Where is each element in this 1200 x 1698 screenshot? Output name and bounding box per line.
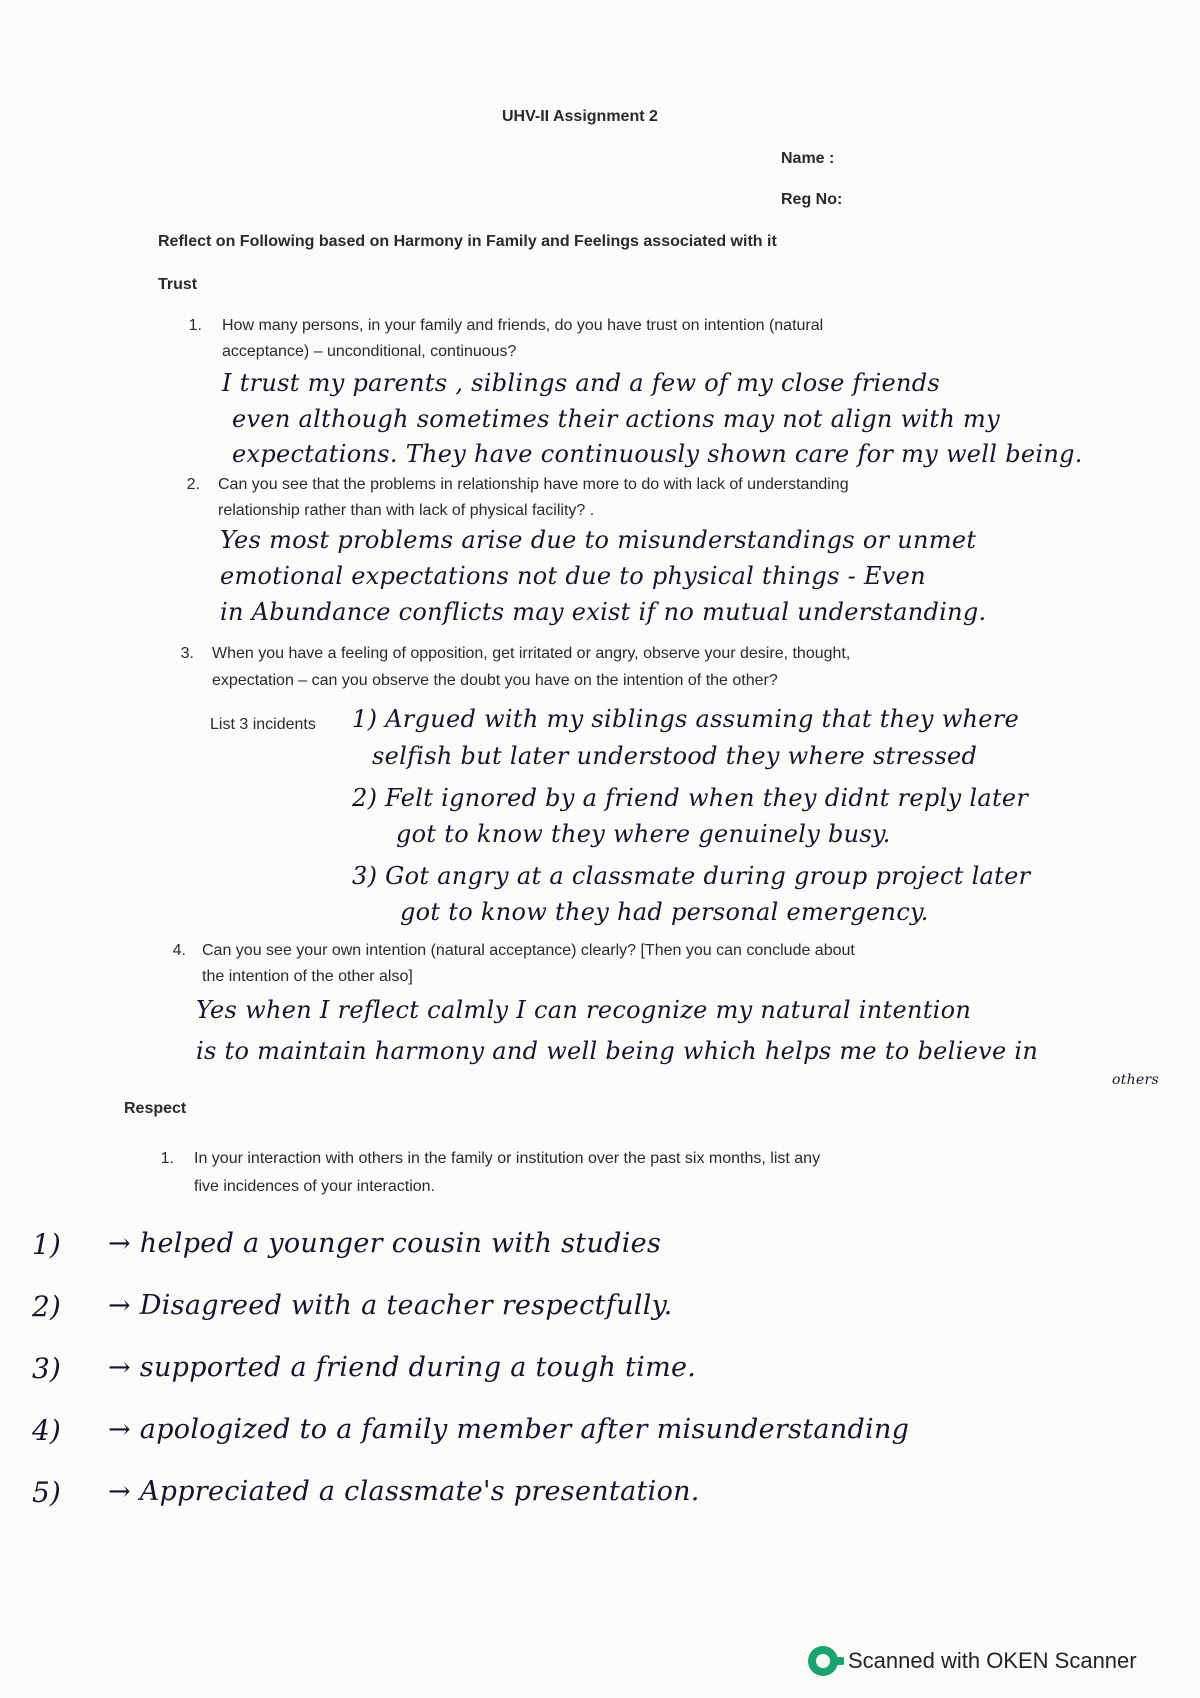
- incident-1-line1: 1) Argued with my siblings assuming that they where: [352, 705, 1020, 733]
- name-label: Name :: [781, 150, 835, 167]
- trust-q3-number: 3.: [180, 645, 194, 662]
- trust-q4-line1: Can you see your own intention (natural acceptance) clearly? [Then you can conclude about: [202, 942, 855, 959]
- respect-item-1-text: → helped a younger cousin with studies: [108, 1228, 662, 1259]
- trust-q2-answer-line2: emotional expectations not due to physical things - Even: [220, 562, 926, 590]
- trust-q2-number: 2.: [186, 476, 200, 493]
- incident-2-line2: got to know they where genuinely busy.: [396, 820, 891, 848]
- respect-q1-line2: five incidences of your interaction.: [194, 1178, 436, 1195]
- scanner-text: Scanned with OKEN Scanner: [848, 1648, 1137, 1673]
- trust-q1-line1: How many persons, in your family and friends, do you have trust on intention (natural: [222, 317, 824, 334]
- trust-q1-number: 1.: [188, 317, 202, 334]
- list-incidents-label: List 3 incidents: [210, 716, 316, 733]
- intro-heading: Reflect on Following based on Harmony in Family and Feelings associated with it: [158, 233, 777, 250]
- trust-q2-line1: Can you see that the problems in relationship have more to do with lack of understanding: [218, 476, 849, 493]
- respect-item-5-text: → Appreciated a classmate's presentation.: [108, 1476, 700, 1507]
- respect-item-2-number: 2): [32, 1290, 61, 1323]
- trust-q1-line2: acceptance) – unconditional, continuous?: [222, 343, 517, 360]
- trust-q4-line2: the intention of the other also]: [202, 968, 413, 985]
- respect-item-2-text: → Disagreed with a teacher respectfully.: [108, 1290, 673, 1321]
- scanner-logo-icon: [808, 1646, 838, 1676]
- respect-item-3-number: 3): [32, 1352, 61, 1385]
- reg-no-label: Reg No:: [781, 191, 843, 208]
- trust-q4-answer-line1: Yes when I reflect calmly I can recognize my natural intention: [196, 996, 972, 1024]
- trust-q1-answer-line2: even although sometimes their actions may not align with my: [232, 405, 1000, 433]
- trust-q4-answer-tail: others: [1112, 1072, 1160, 1088]
- trust-q4-number: 4.: [172, 942, 186, 959]
- incident-1-line2: selfish but later understood they where stressed: [372, 742, 978, 770]
- trust-q2-answer-line3: in Abundance conflicts may exist if no mutual understanding.: [220, 598, 987, 626]
- trust-q3-line1: When you have a feeling of opposition, get irritated or angry, observe your desire, thought,: [212, 645, 851, 662]
- trust-q2-line2: relationship rather than with lack of physical facility? .: [218, 502, 595, 519]
- incident-3-line1: 3) Got angry at a classmate during group project later: [352, 862, 1031, 890]
- respect-q1-number: 1.: [160, 1150, 174, 1167]
- respect-item-5-number: 5): [32, 1476, 61, 1509]
- scanner-watermark: [808, 1646, 1137, 1676]
- document-title: UHV-II Assignment 2: [502, 108, 658, 125]
- respect-item-4-number: 4): [32, 1414, 61, 1447]
- respect-heading: Respect: [124, 1100, 187, 1117]
- trust-q3-line2: expectation – can you observe the doubt you have on the intention of the other?: [212, 672, 778, 689]
- incident-2-line1: 2) Felt ignored by a friend when they didnt reply later: [352, 784, 1029, 812]
- respect-q1-line1: In your interaction with others in the family or institution over the past six months, list any: [194, 1150, 821, 1167]
- trust-q2-answer-line1: Yes most problems arise due to misunderstandings or unmet: [220, 526, 977, 554]
- incident-3-line2: got to know they had personal emergency.: [400, 898, 929, 926]
- trust-q1-answer-line3: expectations. They have continuously shown care for my well being.: [232, 440, 1083, 468]
- respect-item-3-text: → supported a friend during a tough time.: [108, 1352, 697, 1383]
- respect-item-4-text: → apologized to a family member after misunderstanding: [108, 1414, 910, 1445]
- respect-item-1-number: 1): [32, 1228, 61, 1261]
- trust-q1-answer-line1: I trust my parents , siblings and a few of my close friends: [222, 369, 940, 397]
- trust-heading: Trust: [158, 276, 198, 293]
- trust-q4-answer-line2: is to maintain harmony and well being which helps me to believe in: [196, 1037, 1039, 1065]
